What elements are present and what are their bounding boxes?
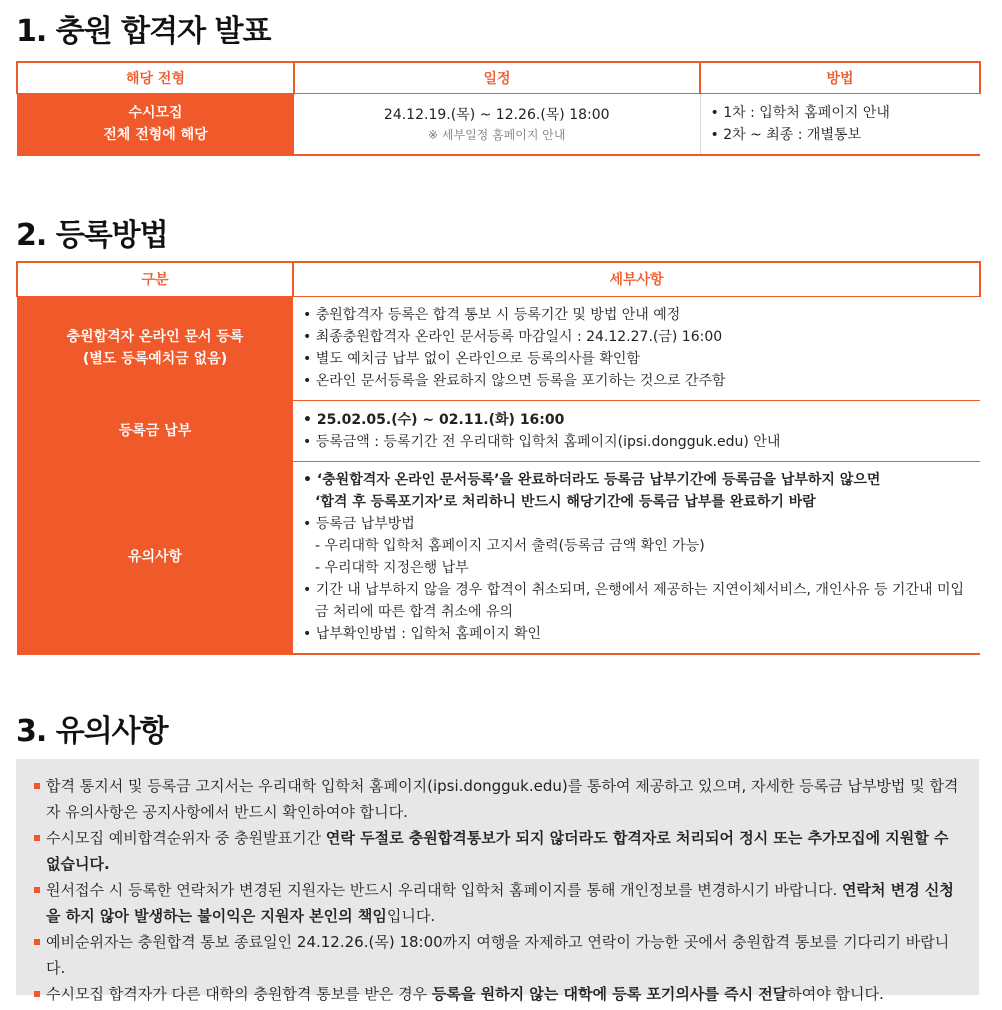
detail-line: • 기간 내 납부하지 않을 경우 합격이 취소되며, 은행에서 제공하는 지연이체서비스, 개인사유 등 기간내 미입 xyxy=(303,582,964,599)
track-line: 전체 전형에 해당 xyxy=(103,126,208,143)
category-line: 등록금 납부 xyxy=(118,422,192,439)
method-line: • 1차 : 입학처 홈페이지 안내 xyxy=(710,104,890,121)
detail-line: • 별도 예치금 납부 없이 온라인으로 등록의사를 확인함 xyxy=(303,351,640,367)
detail-line: • 온라인 문서등록을 완료하지 않으면 등록을 포기하는 것으로 간주함 xyxy=(303,373,726,389)
detail-line: • 최종충원합격자 온라인 문서등록 마감일시 : 24.12.27.(금) 16:00 xyxy=(303,329,723,345)
section1-title: 1. 충원 합격자 발표 xyxy=(16,14,271,49)
note-item: 수시모집 합격자가 다른 대학의 충원합격 통보를 받은 경우 등록을 원하지 않는 대학에 등록 포기의사를 즉시 전달하여야 합니다. xyxy=(34,981,961,1007)
section3-title: 3. 유의사항 xyxy=(16,714,168,749)
detail-line: 금 처리에 따른 합격 취소에 유의 xyxy=(315,604,514,621)
category-cell-online-doc xyxy=(17,296,293,400)
registration-table xyxy=(16,261,981,655)
col-header-details: 세부사항 xyxy=(293,262,980,296)
col-header-track: 해당 전형 xyxy=(17,62,294,93)
col-header-schedule: 일정 xyxy=(294,62,700,93)
track-cell xyxy=(17,93,294,155)
category-cell-notice xyxy=(17,461,293,654)
method-line: • 2차 ~ 최종 : 개별통보 xyxy=(710,126,862,143)
note-item: 예비순위자는 충원합격 통보 종료일인 24.12.26.(목) 18:00까지 여행을 자제하고 연락이 가능한 곳에서 충원합격 통보를 기다리기 바랍니다. xyxy=(34,929,961,981)
category-line: 충원합격자 온라인 문서 등록 xyxy=(66,329,244,345)
col-header-method: 방법 xyxy=(700,62,980,93)
announcement-table xyxy=(16,61,981,156)
category-line: 유의사항 xyxy=(127,549,183,566)
track-line: 수시모집 xyxy=(128,104,183,121)
bullet-square-icon xyxy=(34,783,40,789)
note-item: 합격 통지서 및 등록금 고지서는 우리대학 입학처 홈페이지(ipsi.dongguk.edu)를 통하여 제공하고 있으며, 자세한 등록금 납부방법 및 합격자 유의사항은 공지사항에서 반드시 확인하여야 합니다. xyxy=(34,773,961,825)
detail-line: • 25.02.05.(수) ~ 02.11.(화) 16:00 xyxy=(303,411,565,428)
schedule-note: ※ 세부일정 홈페이지 안내 xyxy=(428,127,566,142)
bullet-square-icon xyxy=(34,991,40,997)
col-header-category: 구분 xyxy=(17,262,293,296)
detail-line: • 등록금액 : 등록기간 전 우리대학 입학처 홈페이지(ipsi.dongguk.edu) 안내 xyxy=(303,433,781,450)
category-cell-tuition xyxy=(17,400,293,461)
detail-line: ‘합격 후 등록포기자’로 처리하니 반드시 해당기간에 등록금 납부를 완료하기 바람 xyxy=(315,494,816,511)
detail-line: • ‘충원합격자 온라인 문서등록’을 완료하더라도 등록금 납부기간에 등록금을 납부하지 않으면 xyxy=(303,472,881,489)
details-cell-tuition xyxy=(293,400,980,461)
schedule-text: 24.12.19.(목) ~ 12.26.(목) 18:00 xyxy=(383,106,610,123)
note-item: 수시모집 예비합격순위자 중 충원발표기간 연락 두절로 충원합격통보가 되지 않더라도 합격자로 처리되어 정시 또는 추가모집에 지원할 수 없습니다. xyxy=(34,825,961,877)
category-line: (별도 등록예치금 없음) xyxy=(82,351,228,367)
bullet-square-icon xyxy=(34,835,40,841)
detail-line: • 등록금 납부방법 xyxy=(303,516,415,533)
details-cell-notice xyxy=(293,461,980,654)
bullet-square-icon xyxy=(34,939,40,945)
detail-line: - 우리대학 입학처 홈페이지 고지서 출력(등록금 금액 확인 가능) xyxy=(315,538,705,555)
notes-box xyxy=(16,759,979,1003)
section2-title: 2. 등록방법 xyxy=(16,218,168,253)
detail-line: • 충원합격자 등록은 합격 통보 시 등록기간 및 방법 안내 예정 xyxy=(303,307,681,323)
note-item: 원서접수 시 등록한 연락처가 변경된 지원자는 반드시 우리대학 입학처 홈페이지를 통해 개인정보를 변경하시기 바랍니다. 연락처 변경 신청을 하지 않아 발생하는 불이익은 지원자 본인의 책임입니다. xyxy=(34,877,961,929)
method-cell xyxy=(700,93,980,155)
schedule-cell xyxy=(294,93,700,155)
details-cell-online-doc xyxy=(293,296,980,400)
detail-line: - 우리대학 지정은행 납부 xyxy=(315,560,469,577)
detail-line: • 납부확인방법 : 입학처 홈페이지 확인 xyxy=(303,626,542,643)
bullet-square-icon xyxy=(34,887,40,893)
